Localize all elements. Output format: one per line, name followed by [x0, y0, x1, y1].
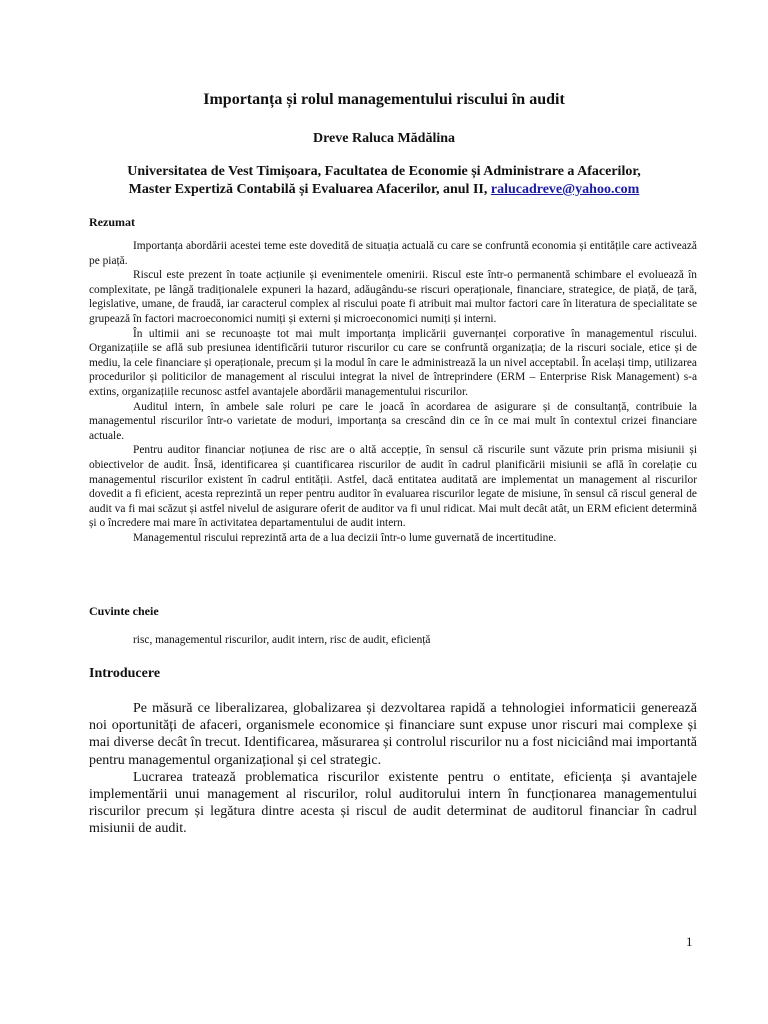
abstract-paragraph: Auditul intern, în ambele sale roluri pe care le joacă în acordarea de asigurare și de consultanță, contribuie la managementul riscurilor într-o varietate de moduri, importanța sa crescând din ce în ce mai mult în contextul crizei financiare actuale.: [89, 400, 697, 442]
introduction-paragraph: Lucrarea tratează problematica riscurilor existente pentru o entitate, eficiența și avantajele implementării unui management al riscurilor, rolul auditorului intern în funcționarea managementului riscurilor precum și legătura dintre acesta și riscul de audit determinat de auditorul financiar în cadrul misiunii de audit.: [89, 769, 697, 837]
introduction-paragraph: Pe măsură ce liberalizarea, globalizarea și dezvoltarea rapidă a tehnologiei informaticii generează noi oportunități de afaceri, organismele economice și financiare sunt expuse unor riscuri mai complexe și mai diverse decât în trecut. Identificarea, măsurarea și controlul riscurilor nu a fost niciciând mai importantă pentru managementul organizațional și cel strategic.: [89, 701, 697, 768]
abstract-paragraph: Riscul este prezent în toate acțiunile și evenimentele omenirii. Riscul este într-o permanentă schimbare el evoluează în complexitate, pe lângă tradiționalele expuneri la hazard, adăugându-se riscuri operaționale, financiare, strategice, de piață, de țară, legislative, umane, de fraudă, iar caracterul complex al riscului poate fi atribuit mai multor factori care în literatura de specialitate se grupează în factori macroeconomici numiți și externi și microeconomici numiți și interni.: [89, 269, 697, 325]
introduction-heading: Introducere: [89, 666, 161, 681]
abstract-paragraph: Pentru auditor financiar noțiunea de risc are o altă accepție, în sensul că riscurile sunt văzute prin prisma misiunii și obiectivelor de audit. Însă, identificarea și cuantificarea riscurilor de audit în cadrul planificării misiunii se află în corelație cu managementul riscurilor existent în cadrul entității. Astfel, dacă entitatea auditată are implementat un management al riscurilor dovedit a fi eficient, acesta reprezintă un reper pentru auditor în evaluarea riscurilor legate de misiune, în sensul că riscul general de audit va fi mai scăzut și astfel nivelul de asigurare oferit de auditor va fi unul ridicat. Mai mult decât atât, un ERM eficient determină și o încredere mai mare în activitatea departamentului de audit intern.: [89, 444, 697, 530]
abstract-paragraph: În ultimii ani se recunoaște tot mai mult importanța implicării guvernanței corporative în managementul riscului. Organizațiile se află sub presiunea identificării tuturor riscurilor cu care se confruntă organizația; de la riscuri sociale, etice și de mediu, la cele financiare și operaționale, precum și la modul în care le administrează la un nivel acceptabil. În același timp, utilizarea procedurilor și politicilor de management al riscului integrat la nivel de întreprindere (ERM – Enterprise Risk Management) s-a extins, organizațiile recunosc astfel avantajele abordării managementului riscurilor.: [89, 327, 697, 398]
affiliation-program: Master Expertiză Contabilă și Evaluarea Afacerilor, anul II,: [128, 182, 491, 197]
paper-title: Importanța și rolul managementului riscului în audit: [203, 91, 565, 108]
abstract-paragraph: Managementul riscului reprezintă arta de a lua decizii într-o lume guvernată de incertitudine.: [133, 531, 557, 544]
keywords-heading: Cuvinte cheie: [89, 604, 159, 618]
affiliation: [0, 163, 768, 199]
affiliation-line-1: Universitatea de Vest Timișoara, Facultatea de Economie și Administrare a Afacerilor,: [127, 164, 641, 179]
keywords-text: risc, managementul riscurilor, audit intern, risc de audit, eficiență: [133, 634, 431, 646]
email-link[interactable]: ralucadreve@yahoo.com: [490, 182, 640, 197]
abstract-heading: Rezumat: [89, 215, 135, 229]
abstract-body: [89, 239, 697, 545]
abstract-paragraph: Importanța abordării acestei teme este dovedită de situația actuală cu care se confruntă economia și entitățile care activează pe piață.: [89, 240, 697, 267]
author-name: Dreve Raluca Mădălina: [312, 131, 456, 146]
introduction-body: [89, 700, 697, 838]
page-number: 1: [686, 934, 693, 949]
affiliation-line-2: [0, 181, 768, 199]
